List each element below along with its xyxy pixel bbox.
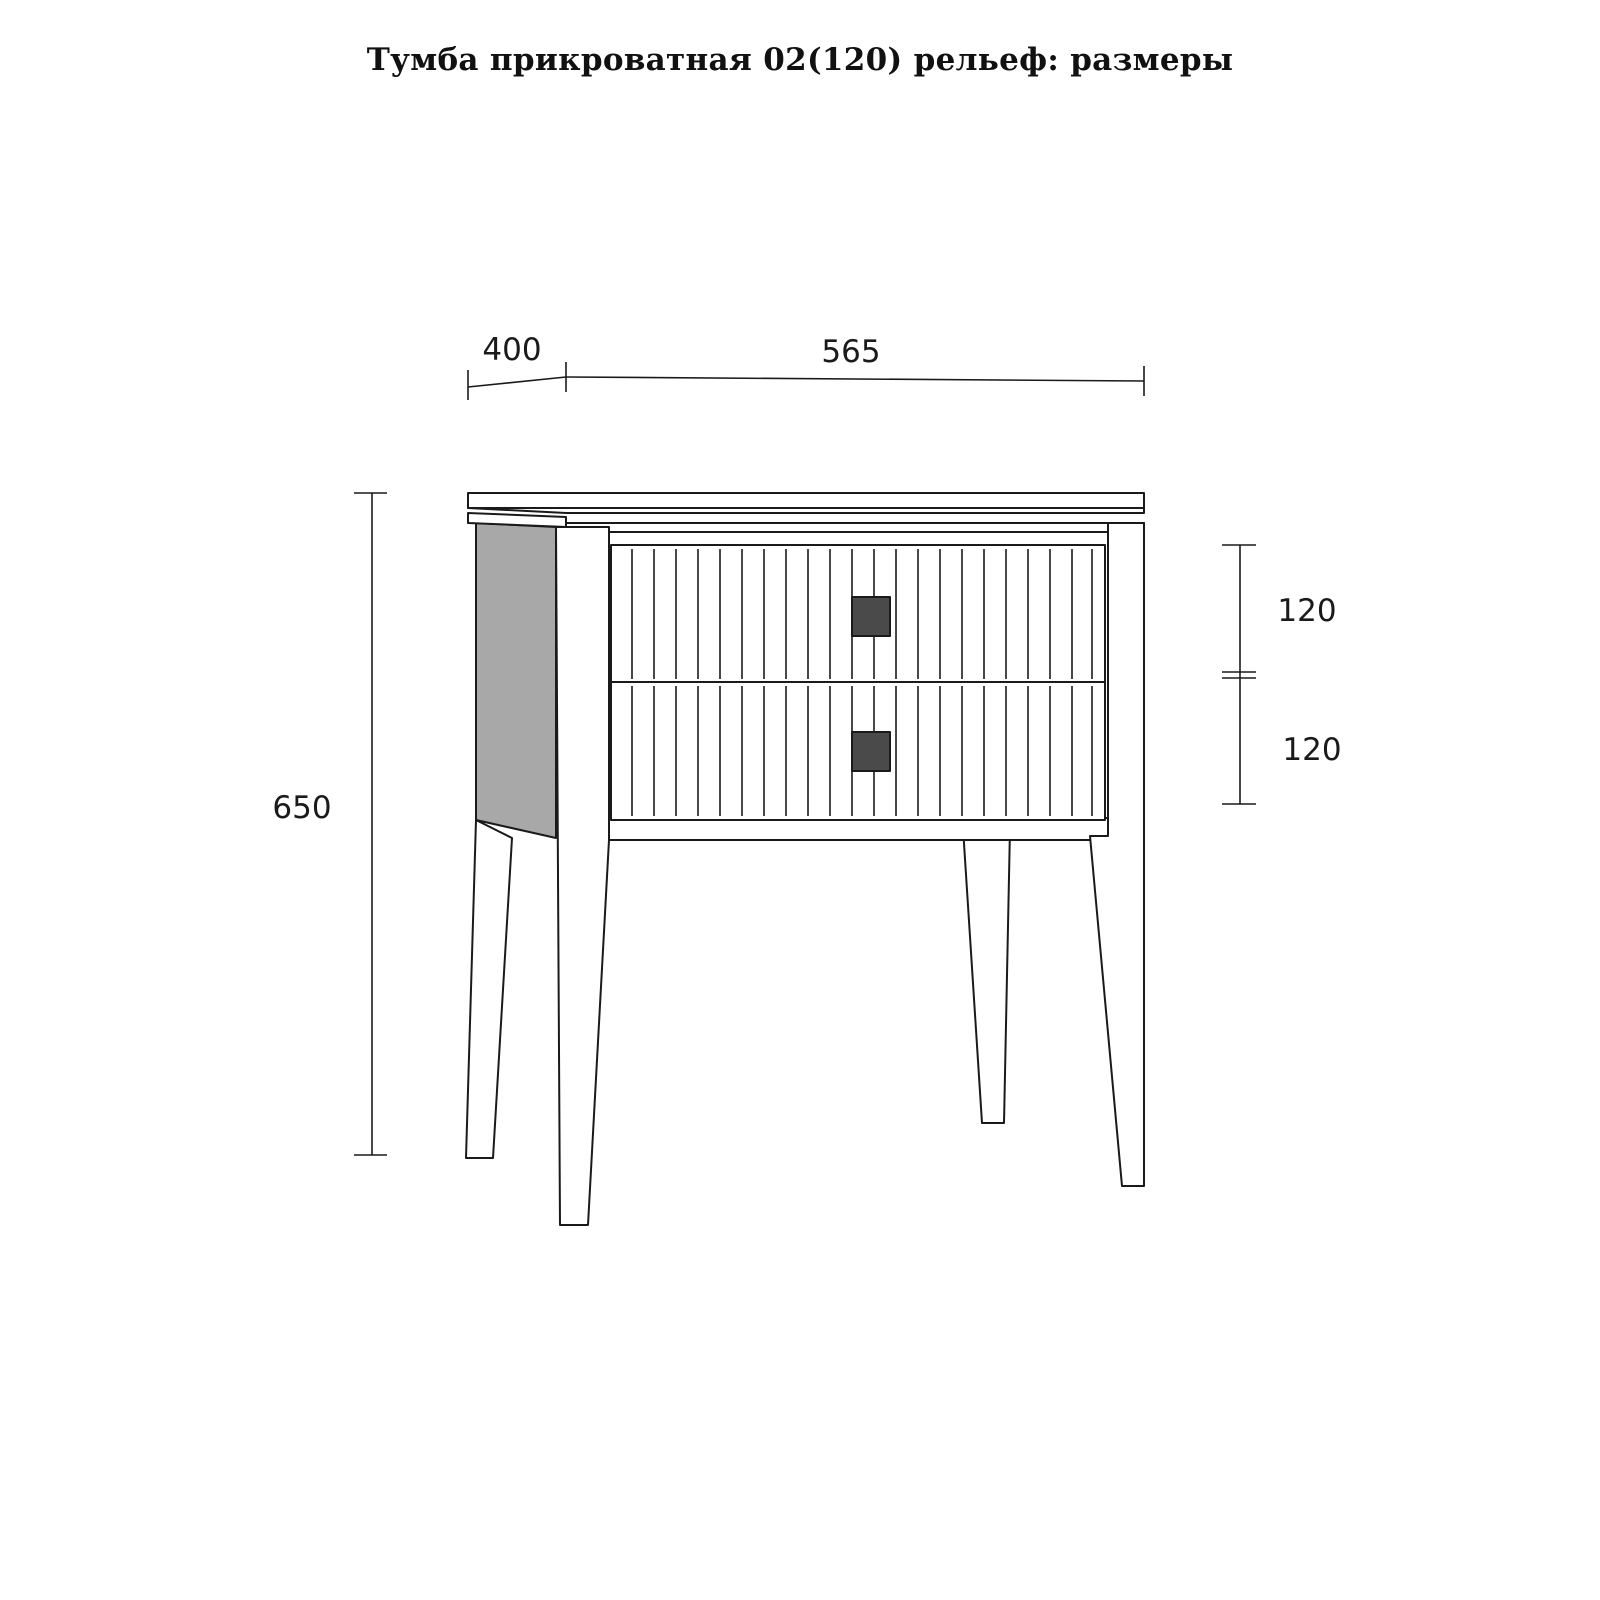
width-label: 565 — [821, 334, 881, 370]
depth-label: 400 — [482, 332, 542, 368]
front-frame-bottom-rail — [566, 818, 1144, 840]
depth-dimension-line — [468, 377, 566, 387]
width-dimension-line — [566, 377, 1144, 381]
nightstand — [466, 493, 1144, 1225]
front-left-leg — [556, 527, 609, 1225]
upper-drawer-handle — [852, 597, 890, 636]
drawer-bottom-label: 120 — [1282, 732, 1342, 768]
height-label: 650 — [272, 790, 332, 826]
tabletop-front-edge — [468, 508, 1144, 513]
drawing-title: Тумба прикроватная 02(120) рельеф: размеры — [366, 42, 1234, 78]
lower-drawer-handle — [852, 732, 890, 771]
tabletop-top-face — [468, 493, 1144, 508]
front-frame-top-rail — [566, 523, 1144, 532]
back-right-leg — [963, 828, 1010, 1123]
side-panel — [476, 523, 556, 838]
drawer-top-label: 120 — [1277, 593, 1337, 629]
back-left-leg — [466, 820, 512, 1158]
